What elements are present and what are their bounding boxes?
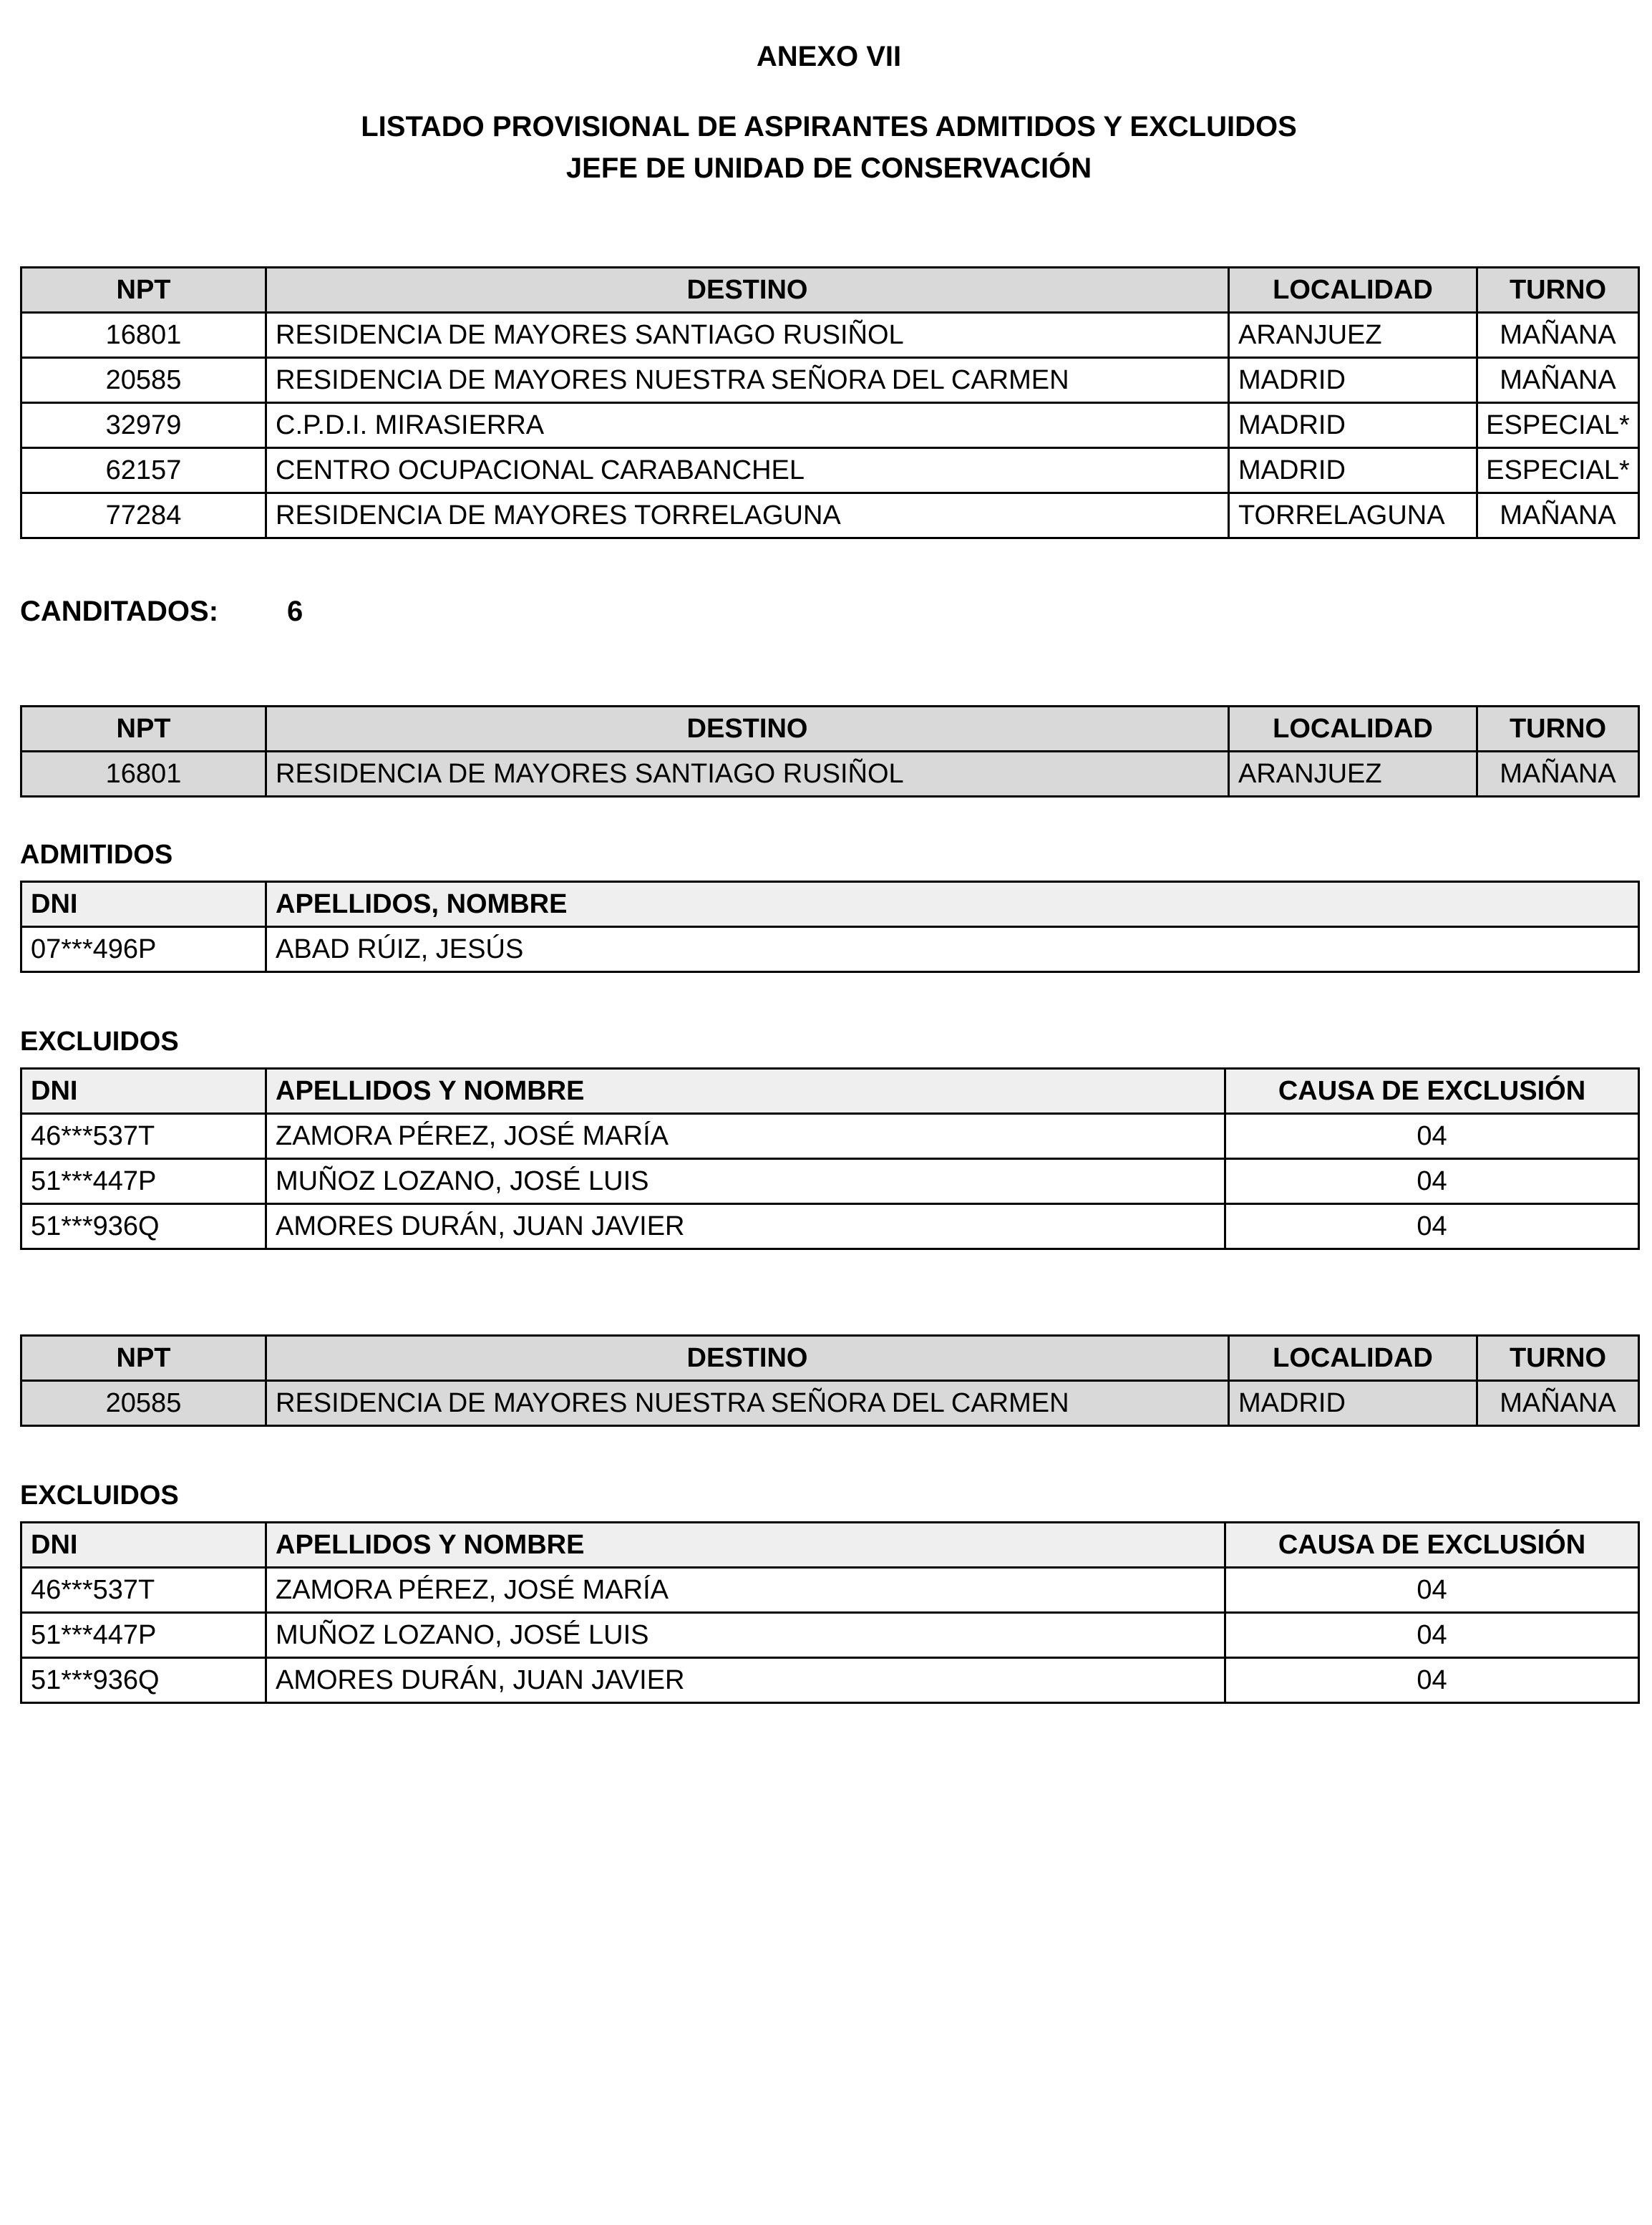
npt-cell: 20585 [21, 358, 266, 403]
name-cell: MUÑOZ LOZANO, JOSÉ LUIS [266, 1159, 1225, 1204]
col-header-causa-exclusion: CAUSA DE EXCLUSIÓN [1225, 1523, 1639, 1568]
localidad-cell: MADRID [1229, 448, 1477, 493]
candidates-count: 6 [287, 596, 303, 627]
destino-cell: RESIDENCIA DE MAYORES SANTIAGO RUSIÑOL [266, 752, 1229, 797]
post-16801-table [20, 705, 1640, 798]
job-title: JEFE DE UNIDAD DE CONSERVACIÓN [565, 152, 1092, 184]
col-header-destino: DESTINO [266, 1336, 1229, 1381]
post-table-header-row [21, 707, 1639, 752]
admitted-table-header-row [21, 882, 1639, 927]
document-title: LISTADO PROVISIONAL DE ASPIRANTES ADMITIDOS Y EXCLUIDOS [361, 111, 1297, 142]
post-table-header-row [21, 1336, 1639, 1381]
name-cell: ABAD RÚIZ, JESÚS [266, 927, 1639, 972]
table-row [21, 403, 1639, 448]
post-20585-table [20, 1334, 1640, 1427]
posts-table [20, 266, 1640, 539]
destino-cell: C.P.D.I. MIRASIERRA [266, 403, 1229, 448]
table-row [21, 493, 1639, 538]
turno-cell: MAÑANA [1477, 313, 1639, 358]
turno-cell: MAÑANA [1477, 752, 1639, 797]
dni-cell: 51***936Q [21, 1658, 266, 1703]
col-header-turno: TURNO [1477, 1336, 1639, 1381]
cause-cell: 04 [1225, 1568, 1639, 1613]
destino-cell: RESIDENCIA DE MAYORES SANTIAGO RUSIÑOL [266, 313, 1229, 358]
table-row [21, 1204, 1639, 1249]
localidad-cell: TORRELAGUNA [1229, 493, 1477, 538]
candidates-label: CANDITADOS: [20, 596, 219, 627]
name-cell: AMORES DURÁN, JUAN JAVIER [266, 1204, 1225, 1249]
excluded-table-2 [20, 1521, 1640, 1704]
name-cell: AMORES DURÁN, JUAN JAVIER [266, 1658, 1225, 1703]
col-header-apellidos-nombre: APELLIDOS, NOMBRE [266, 882, 1639, 927]
table-row [21, 1658, 1639, 1703]
table-row [21, 752, 1639, 797]
npt-cell: 16801 [21, 752, 266, 797]
turno-cell: MAÑANA [1477, 358, 1639, 403]
destino-cell: RESIDENCIA DE MAYORES NUESTRA SEÑORA DEL CARMEN [266, 1381, 1229, 1426]
turno-cell: ESPECIAL* [1477, 403, 1639, 448]
admitted-table [20, 881, 1640, 973]
excluded-table-header-row [21, 1523, 1639, 1568]
col-header-localidad: LOCALIDAD [1229, 707, 1477, 752]
col-header-turno: TURNO [1477, 268, 1639, 313]
col-header-destino: DESTINO [266, 707, 1229, 752]
admitted-section-label: ADMITIDOS [20, 840, 173, 870]
col-header-dni: DNI [21, 1523, 266, 1568]
localidad-cell: MADRID [1229, 403, 1477, 448]
localidad-cell: MADRID [1229, 1381, 1477, 1426]
col-header-dni: DNI [21, 882, 266, 927]
npt-cell: 62157 [21, 448, 266, 493]
col-header-destino: DESTINO [266, 268, 1229, 313]
dni-cell: 46***537T [21, 1568, 266, 1613]
col-header-apellidos-y-nombre: APELLIDOS Y NOMBRE [266, 1069, 1225, 1114]
destino-cell: RESIDENCIA DE MAYORES NUESTRA SEÑORA DEL CARMEN [266, 358, 1229, 403]
col-header-npt: NPT [21, 1336, 266, 1381]
table-row [21, 1568, 1639, 1613]
name-cell: MUÑOZ LOZANO, JOSÉ LUIS [266, 1613, 1225, 1658]
table-row [21, 927, 1639, 972]
table-row [21, 1381, 1639, 1426]
dni-cell: 51***447P [21, 1159, 266, 1204]
table-row [21, 313, 1639, 358]
table-row [21, 1613, 1639, 1658]
annex-title: ANEXO VII [756, 41, 902, 72]
col-header-npt: NPT [21, 707, 266, 752]
col-header-localidad: LOCALIDAD [1229, 1336, 1477, 1381]
col-header-npt: NPT [21, 268, 266, 313]
excluded-section-label: EXCLUIDOS [20, 1480, 179, 1511]
cause-cell: 04 [1225, 1658, 1639, 1703]
cause-cell: 04 [1225, 1114, 1639, 1159]
table-row [21, 358, 1639, 403]
npt-cell: 20585 [21, 1381, 266, 1426]
cause-cell: 04 [1225, 1204, 1639, 1249]
turno-cell: MAÑANA [1477, 1381, 1639, 1426]
table-row [21, 1114, 1639, 1159]
name-cell: ZAMORA PÉREZ, JOSÉ MARÍA [266, 1114, 1225, 1159]
turno-cell: ESPECIAL* [1477, 448, 1639, 493]
dni-cell: 51***936Q [21, 1204, 266, 1249]
name-cell: ZAMORA PÉREZ, JOSÉ MARÍA [266, 1568, 1225, 1613]
table-row [21, 448, 1639, 493]
col-header-dni: DNI [21, 1069, 266, 1114]
excluded-section-label: EXCLUIDOS [20, 1027, 179, 1057]
excluded-table-1 [20, 1067, 1640, 1250]
npt-cell: 16801 [21, 313, 266, 358]
dni-cell: 46***537T [21, 1114, 266, 1159]
npt-cell: 32979 [21, 403, 266, 448]
npt-cell: 77284 [21, 493, 266, 538]
dni-cell: 07***496P [21, 927, 266, 972]
candidates-count-line [20, 591, 1638, 632]
cause-cell: 04 [1225, 1159, 1639, 1204]
col-header-localidad: LOCALIDAD [1229, 268, 1477, 313]
table-row [21, 1159, 1639, 1204]
destino-cell: RESIDENCIA DE MAYORES TORRELAGUNA [266, 493, 1229, 538]
turno-cell: MAÑANA [1477, 493, 1639, 538]
col-header-apellidos-y-nombre: APELLIDOS Y NOMBRE [266, 1523, 1225, 1568]
localidad-cell: ARANJUEZ [1229, 313, 1477, 358]
destino-cell: CENTRO OCUPACIONAL CARABANCHEL [266, 448, 1229, 493]
cause-cell: 04 [1225, 1613, 1639, 1658]
localidad-cell: MADRID [1229, 358, 1477, 403]
col-header-causa-exclusion: CAUSA DE EXCLUSIÓN [1225, 1069, 1639, 1114]
posts-table-header-row [21, 268, 1639, 313]
localidad-cell: ARANJUEZ [1229, 752, 1477, 797]
col-header-turno: TURNO [1477, 707, 1639, 752]
excluded-table-header-row [21, 1069, 1639, 1114]
dni-cell: 51***447P [21, 1613, 266, 1658]
